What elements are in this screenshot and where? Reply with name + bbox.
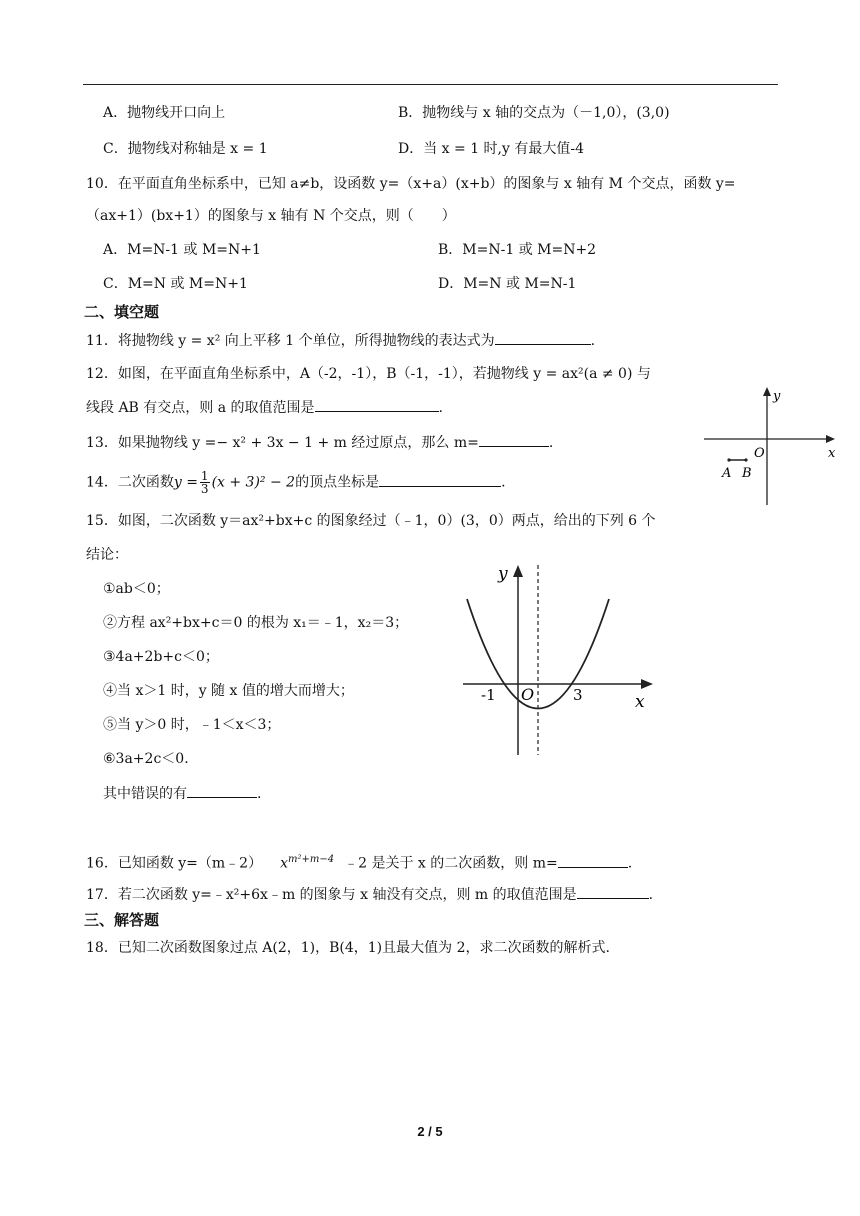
q15-line1: 15．如图，二次函数 y＝ax²+bx+c 的图象经过（﹣1，0）(3，0）两点，给出的下列 6 个 [86,513,656,529]
q13 [86,432,553,453]
fig15-y-label: y [498,564,508,584]
q12-end: . [438,400,443,416]
q13-blank[interactable] [479,432,549,447]
q10-option-a: A．M=N-1 或 M=N+1 [103,242,261,258]
q15-item-3: ③4a+2b+c＜0； [103,649,219,665]
q16-text: 16．已知函数 y=（m﹣2） [86,855,263,872]
q18: 18．已知二次函数图象过点 A(2，1)，B(4，1)且最大值为 2，求二次函数的解析式. [86,940,610,956]
q9-option-c: C．抛物线对称轴是 x = 1 [103,141,268,157]
q14-fraction [200,470,210,495]
fig12-point-a [727,458,730,461]
q16-end: . [627,855,633,872]
q15-item-6: ⑥3a+2c＜0. [103,751,189,767]
q14 [86,470,506,495]
q16-blank[interactable] [558,853,628,868]
q11 [86,330,595,351]
q13-text: 13．如果抛物线 y =− x² + 3x − 1 + m 经过原点，那么 m= [86,435,479,451]
q14-blank[interactable] [379,472,501,487]
fig15-tick-neg1: -1 [481,686,496,704]
q11-end: . [590,333,596,349]
q9-option-d: D．当 x = 1 时,y 有最大值-4 [398,141,585,157]
q11-text: 11．将抛物线 y = x² 向上平移 1 个单位，所得抛物线的表达式为 [86,333,495,349]
q17-blank[interactable] [577,884,649,899]
q12-blank[interactable] [315,397,439,412]
header-rule [83,84,778,85]
fig15-x-label: x [635,692,645,712]
q14-frac-den: 3 [200,482,209,496]
fig12-origin-label: O [754,446,765,461]
fig12-y-arrow-icon [763,387,771,396]
fig12-point-b [744,458,747,461]
q15-item-1: ①ab＜0； [103,581,170,597]
section-title-answer: 三、解答题 [84,911,160,929]
q15-item-4: ④当 x＞1 时，y 随 x 值的增大而增大； [103,683,354,699]
q17 [86,884,653,905]
q14-y-eq: y = [173,474,198,491]
q17-end: . [648,887,654,903]
q16-exponent: m²+m−4 [288,854,335,865]
q16 [86,850,632,874]
fig15-tick-3: 3 [573,686,583,704]
q15-item-5: ⑤当 y＞0 时，﹣1＜x＜3； [103,717,281,733]
q12-line2 [86,397,443,418]
fig15-y-arrow-icon [513,565,523,577]
q14-prefix: 14．二次函数 [86,474,174,491]
q14-formula: (x + 3)² − 2 [211,474,296,491]
q16-mid: ﹣2 是关于 x 的二次函数，则 m= [344,855,558,872]
q10-line2: （ax+1）(bx+1）的图象与 x 轴有 N 个交点，则（ ） [86,208,456,224]
q15-item-2: ②方程 ax²+bx+c＝0 的根为 x₁＝﹣1，x₂＝3； [103,615,409,631]
q15-end: . [257,786,262,802]
q14-end: . [501,474,506,491]
fig12-x-label: x [828,446,836,461]
q15-blank[interactable] [187,783,257,798]
q12-line2-text: 线段 AB 有交点，则 a 的取值范围是 [86,400,315,416]
q10-option-d: D．M=N 或 M=N-1 [438,276,577,292]
q15-ask-text: 其中错误的有 [103,786,187,802]
q10-option-b: B．M=N-1 或 M=N+2 [438,242,597,258]
fig15-x-arrow-icon [641,679,653,689]
figure-q12-coordinate-plane [700,380,845,510]
q10-option-c: C．M=N 或 M=N+1 [103,276,248,292]
fig15-origin-label: O [521,685,535,704]
q12-line1: 12．如图，在平面直角坐标系中，A（-2，-1），B（-1，-1），若抛物线 y = ax²(a ≠ 0) 与 [86,366,651,382]
q15-line2: 结论： [86,547,128,563]
section-title-fill-in: 二、填空题 [84,303,160,321]
q14-mid: 的顶点坐标是 [295,474,380,491]
q13-end: . [548,435,554,451]
q15-ask [103,783,261,804]
q14-frac-num: 1 [200,469,209,483]
q9-option-a: A．抛物线开口向上 [103,105,226,121]
fig12-b-label: B [742,466,752,481]
figure-q15-parabola [455,555,660,765]
q9-option-b: B．抛物线与 x 轴的交点为（－1,0），(3,0) [398,105,670,121]
fig12-y-label: y [773,389,781,404]
fig12-x-arrow-icon [826,435,835,443]
q11-blank[interactable] [495,330,591,345]
page-number: 2 / 5 [417,1124,443,1139]
fig12-a-label: A [722,466,732,481]
q16-base: x [280,855,288,872]
q17-text: 17．若二次函数 y=﹣x²+6x﹣m 的图象与 x 轴没有交点，则 m 的取值范围是 [86,887,577,903]
q10-line1: 10．在平面直角坐标系中，已知 a≠b，设函数 y=（x+a）(x+b）的图象与 x 轴有 M 个交点，函数 y= [86,176,736,192]
